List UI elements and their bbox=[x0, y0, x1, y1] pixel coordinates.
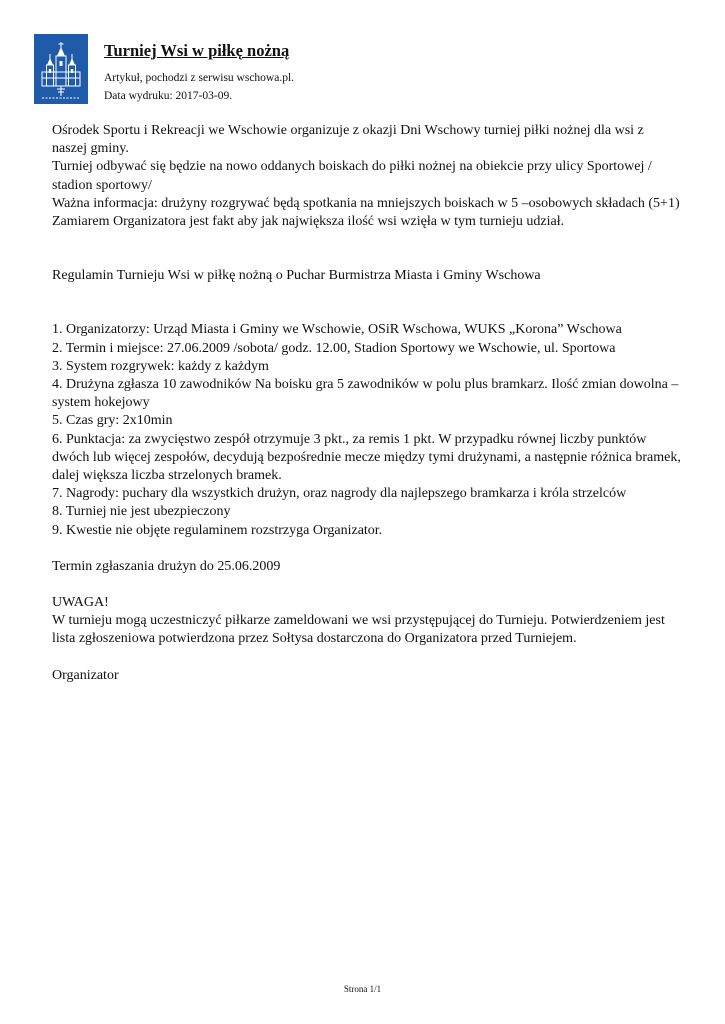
notice-heading: UWAGA! bbox=[52, 595, 109, 611]
town-hall-logo-icon bbox=[34, 34, 88, 104]
spacer bbox=[52, 231, 682, 267]
rule-item: 5. Czas gry: 2x10min bbox=[52, 413, 173, 429]
rule-item: 1. Organizatorzy: Urząd Miasta i Gminy we Wschowie, OSiR Wschowa, WUKS „Korona” Wschowa bbox=[52, 322, 622, 338]
page-number: Strona 1/1 bbox=[343, 984, 382, 994]
intro-paragraph: Ośrodek Sportu i Rekreacji we Wschowie organizuje z okazji Dni Wschowy turniej piłki nożnej dla wsi z naszej gminy. bbox=[52, 123, 644, 157]
spacer bbox=[52, 649, 682, 667]
article-body bbox=[52, 122, 682, 685]
regulations-title: Regulamin Turnieju Wsi w piłkę nożną o Puchar Burmistrza Miasta i Gminy Wschowa bbox=[52, 268, 541, 284]
rule-item: 8. Turniej nie jest ubezpieczony bbox=[52, 504, 231, 520]
article-source: Artykuł, pochodzi z serwisu wschowa.pl. bbox=[104, 72, 295, 84]
article-header bbox=[104, 40, 684, 105]
rule-item: 3. System rozgrywek: każdy z każdym bbox=[52, 358, 269, 374]
article-title: Turniej Wsi w piłkę nożną bbox=[104, 41, 290, 60]
spacer bbox=[52, 540, 682, 558]
registration-deadline: Termin zgłaszania drużyn do 25.06.2009 bbox=[52, 558, 281, 574]
rule-item: 6. Punktacja: za zwycięstwo zespół otrzymuje 3 pkt., za remis 1 pkt. W przypadku równej liczby punktów dwóch lub więcej zespołów, decydują bezpośrednie mecze między tymi drużynami, a następnie różnica bramek, dalej większa liczba strzelonych bramek. bbox=[52, 431, 681, 484]
signature: Organizator bbox=[52, 667, 119, 683]
rules-list bbox=[52, 321, 682, 539]
intro-paragraph: Zamiarem Organizatora jest fakt aby jak największa ilość wsi wzięła w tym turnieju udział. bbox=[52, 214, 565, 230]
rule-item: 4. Drużyna zgłasza 10 zawodników Na boisku gra 5 zawodników w polu plus bramkarz. Ilość zmian dowolna – system hokejowy bbox=[52, 377, 679, 411]
rule-item: 2. Termin i miejsce: 27.06.2009 /sobota/ godz. 12.00, Stadion Sportowy we Wschowie, ul. Sportowa bbox=[52, 340, 616, 356]
rule-item: 7. Nagrody: puchary dla wszystkich drużyn, oraz nagrody dla najlepszego bramkarza i króla strzelców bbox=[52, 486, 627, 502]
rule-item: 9. Kwestie nie objęte regulaminem rozstrzyga Organizator. bbox=[52, 522, 383, 538]
intro-paragraph: Ważna informacja: drużyny rozgrywać będą spotkania na mniejszych boiskach w 5 –osobowych składach (5+1) bbox=[52, 195, 680, 211]
spacer bbox=[52, 285, 682, 321]
print-date: Data wydruku: 2017-03-09. bbox=[104, 90, 233, 102]
intro-paragraph: Turniej odbywać się będzie na nowo oddanych boiskach do piłki nożnej na obiekcie przy ulicy Sportowej / stadion sportowy/ bbox=[52, 159, 652, 193]
article-meta bbox=[104, 69, 684, 105]
spacer bbox=[52, 576, 682, 594]
notice-text: W turnieju mogą uczestniczyć piłkarze zameldowani we wsi przystępującej do Turnieju. Potwierdzeniem jest lista zgłoszeniowa potwierdzona przez Sołtysa dostarczona do Organizatora przed Turniejem. bbox=[52, 613, 665, 647]
